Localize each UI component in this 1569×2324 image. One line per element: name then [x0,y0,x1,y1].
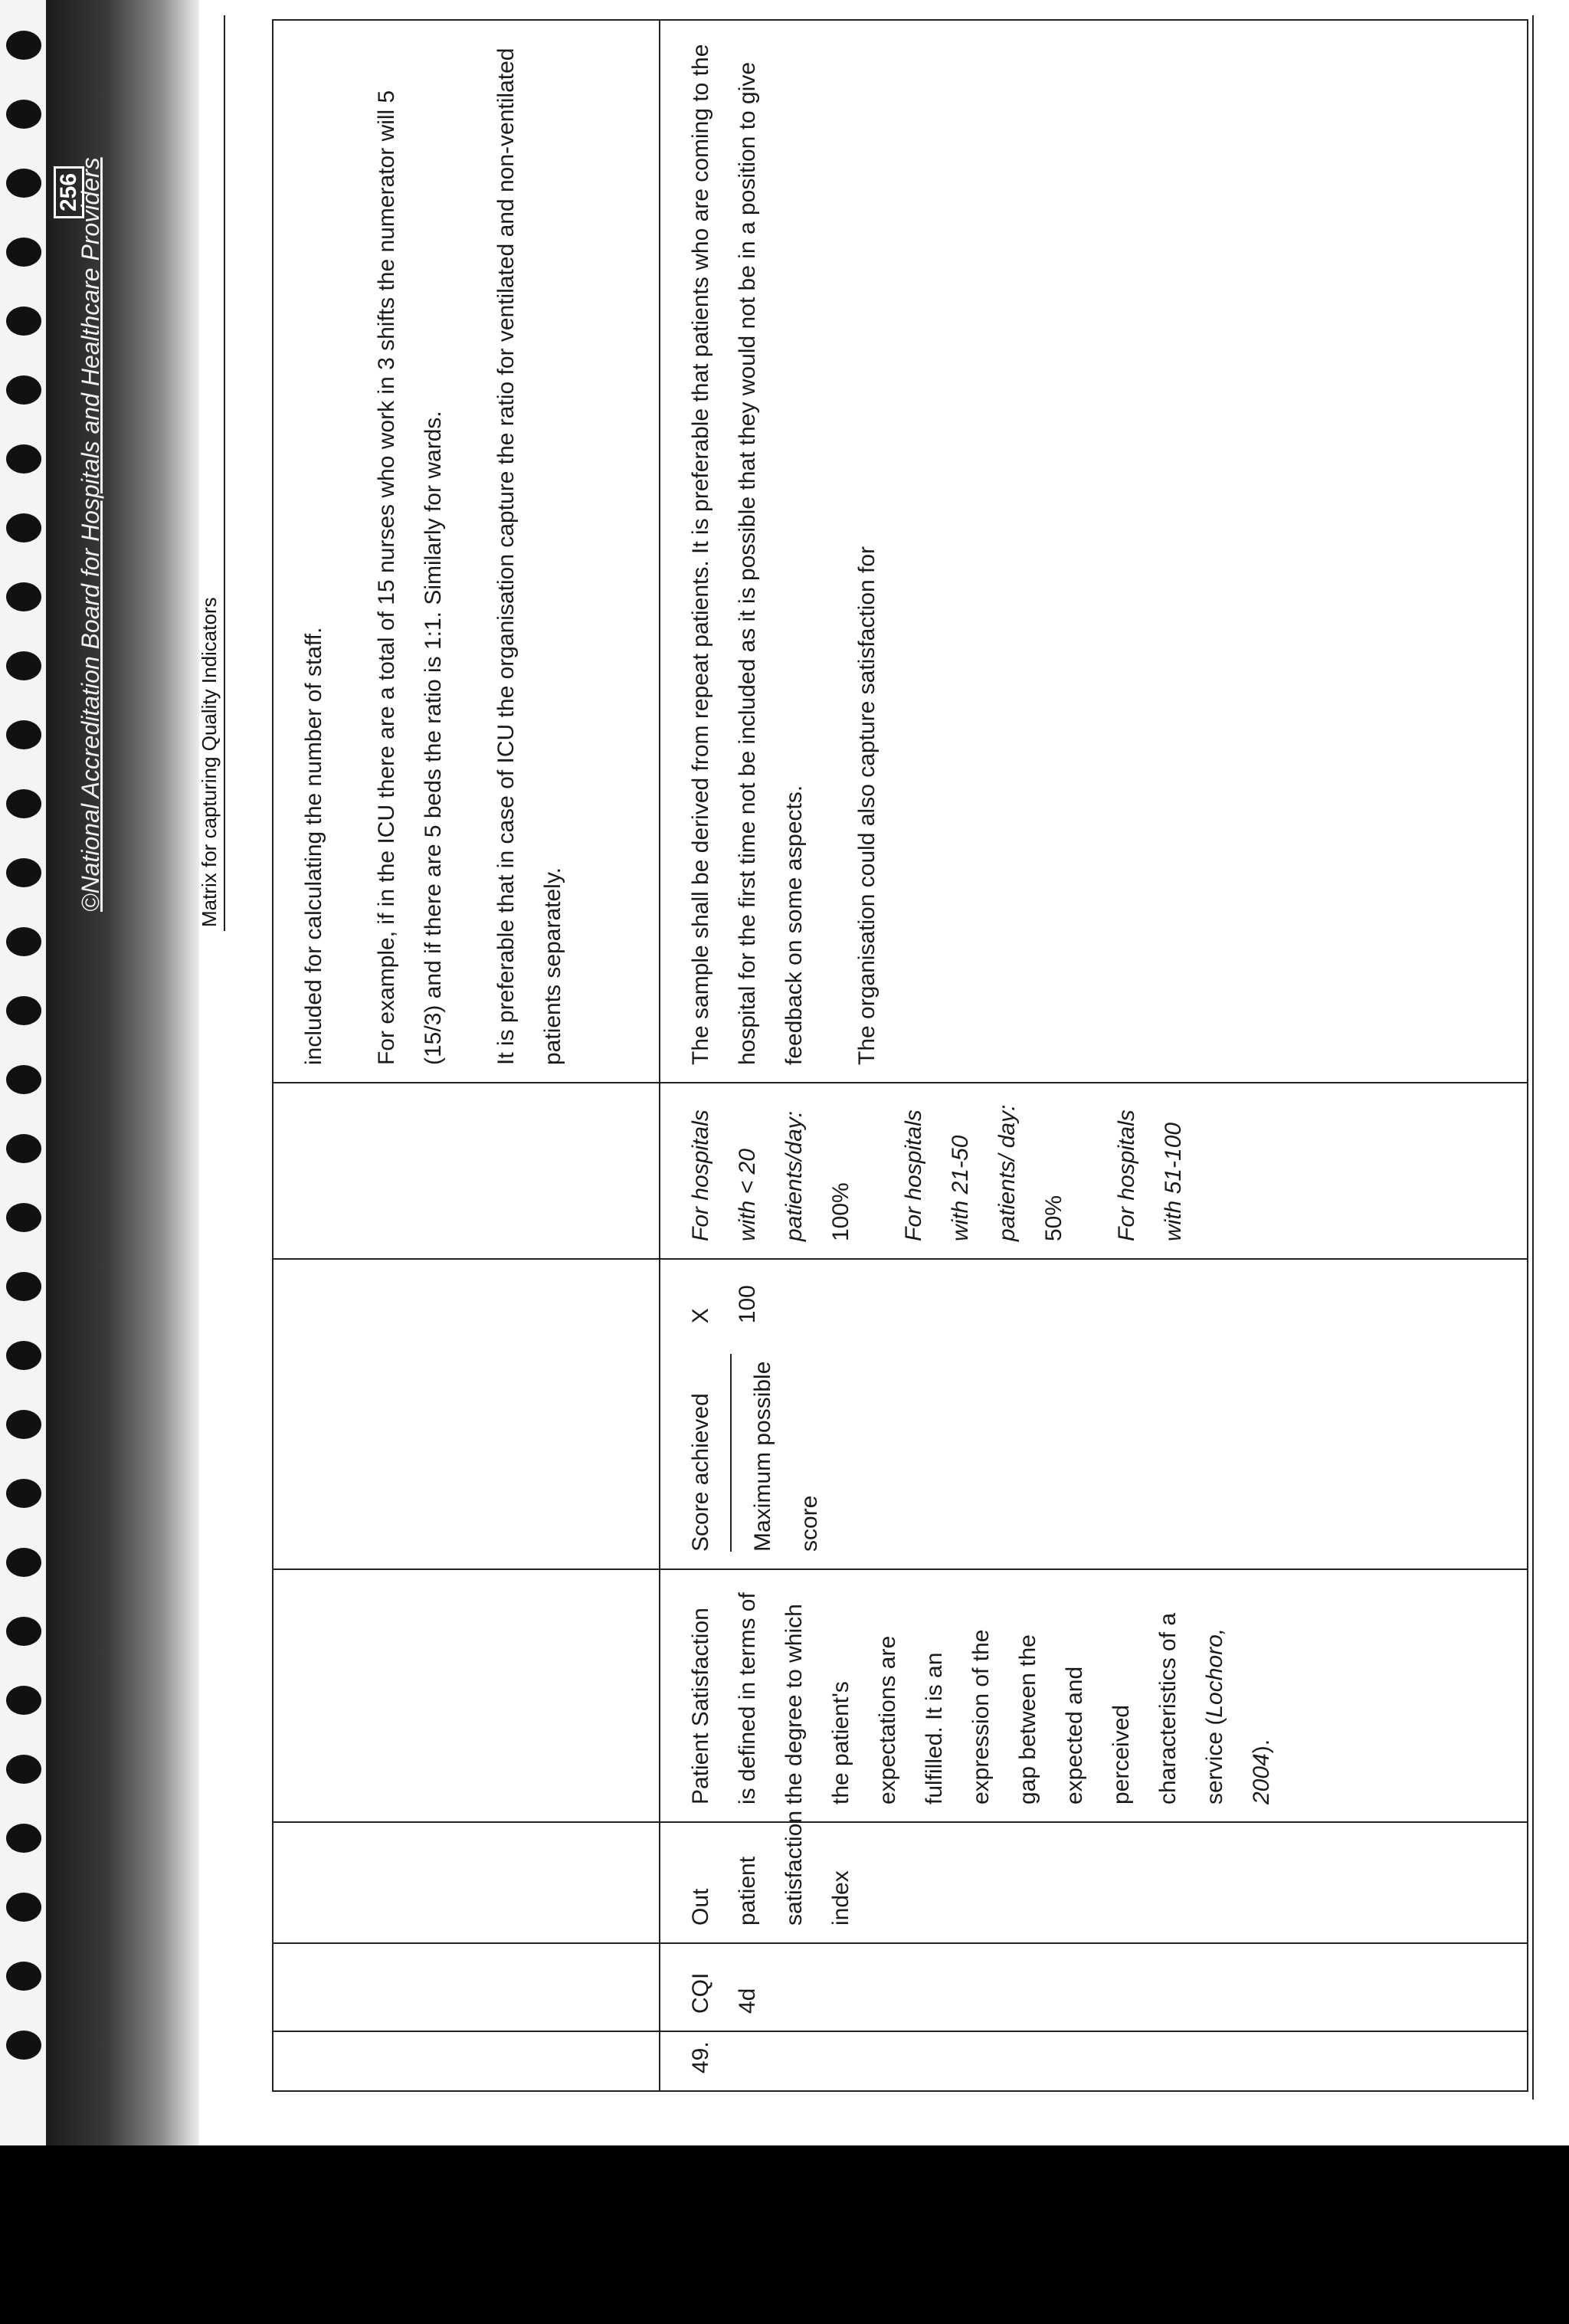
benchmark-label: For hospitals with 21-50 patients/ day: [901,1104,1020,1241]
formula-numerator: Score achieved [677,1354,732,1552]
copyright-notice: ©National Accreditation Board for Hospitals and Healthcare Providers [77,157,104,912]
cell-benchmark [273,1083,660,1259]
benchmark-item [677,1100,864,1241]
formula-multiplier: X 100 [688,1285,760,1324]
benchmark-value: 50% [1041,1195,1066,1241]
bottom-rule [1532,15,1534,2099]
benchmark-label: For hospitals with < 20 patients/day: [688,1110,807,1241]
cell-number [273,2031,660,2091]
cell-remarks [660,20,1528,1083]
page-number: 256 [54,166,84,218]
remark-paragraph: included for calculating the number of staff. [301,627,326,1065]
cell-indicator [273,1822,660,1943]
formula [677,1277,833,1552]
remark-paragraph: The sample shall be derived from repeat patients. It is preferable that patients who are coming to the hospital for the first time not be included as it is possible that they would not be in a position to give feedback on some aspects. [688,44,807,1065]
cell-remarks [273,20,660,1083]
remark-paragraph: The organisation could also capture satisfaction for [854,546,879,1065]
running-title: Matrix for capturing Quality Indicators [198,597,221,927]
definition-end: ). [1249,1739,1274,1754]
cell-code [273,1943,660,2031]
title-rule [224,15,225,931]
benchmark-item [890,1100,1077,1241]
remark-paragraph: For example, if in the ICU there are a total of 15 nurses who work in 3 shifts the numerator will 5 (15/3) and if there are 5 beds the ratio is 1:1. Similarly for wards. [374,90,446,1065]
benchmark-value: 100% [828,1182,853,1241]
cell-formula [660,1259,1528,1569]
cell-code: CQI 4d [660,1943,1528,2031]
table-row [660,20,1528,2091]
definition-text: Patient Satisfaction is defined in terms of the degree to which the patient's expectations are fulfilled. It is an expression of the gap between the expected and perceived characteristics of a service ( [688,1592,1227,1804]
scanner-edge [0,2145,1569,2324]
cell-indicator: Out patient satisfaction index [660,1822,1528,1943]
formula-denominator: Maximum possible score [750,1361,822,1552]
definition-citation: Lochoro, 2004 [1202,1627,1274,1804]
fraction [677,1354,833,1552]
cell-benchmark [660,1083,1528,1259]
benchmark-item [1103,1100,1197,1241]
table-row [273,20,660,2091]
cell-number: 49. [660,2031,1528,2091]
cell-formula [273,1259,660,1569]
quality-indicator-table [272,19,1528,2092]
remark-paragraph: It is preferable that in case of ICU the organisation capture the ratio for ventilated and non-ventilated patients separately. [493,48,565,1065]
cell-definition [660,1569,1528,1822]
benchmark-label: For hospitals with 51-100 [1114,1110,1186,1241]
cell-definition [273,1569,660,1822]
